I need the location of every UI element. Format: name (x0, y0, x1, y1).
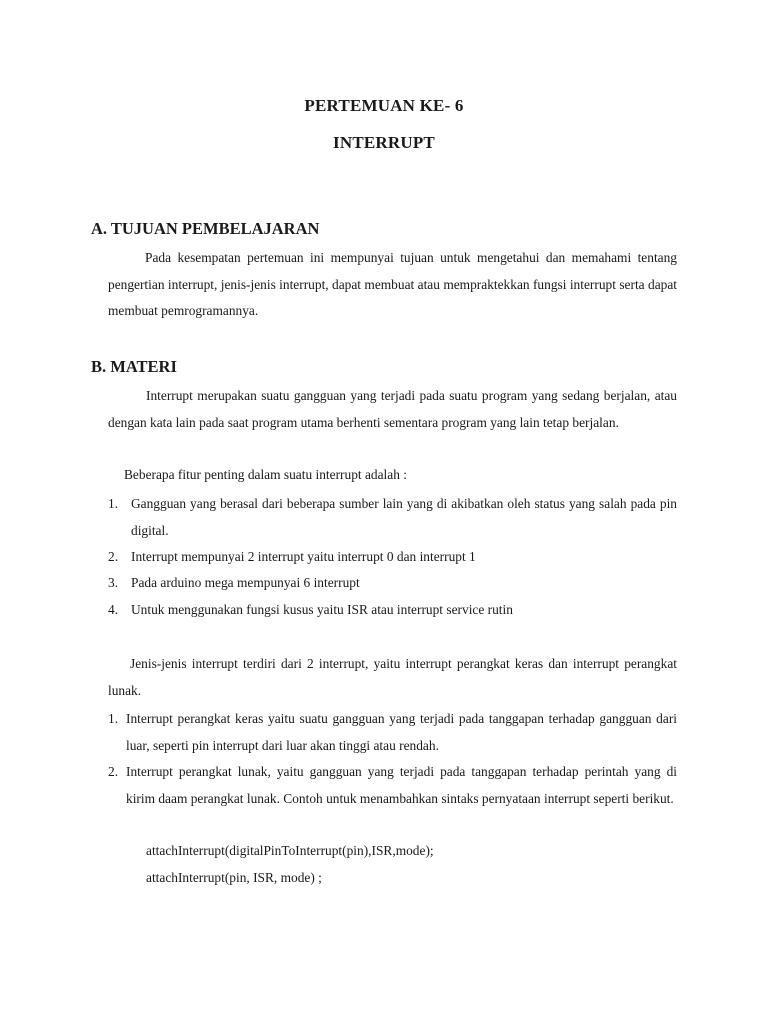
list-item (108, 706, 677, 759)
list-item-text: Interrupt perangkat keras yaitu suatu gangguan yang terjadi pada tanggapan terhadap gangguan dari luar, seperti pin interrupt dari luar akan tinggi atau rendah. (126, 711, 677, 753)
code-line: attachInterrupt(pin, ISR, mode) ; (146, 870, 322, 885)
list-item (108, 597, 677, 624)
list-item-text: Untuk menggunakan fungsi kusus yaitu ISR atau interrupt service rutin (131, 602, 513, 617)
list-item (108, 491, 677, 544)
list-item-number: 1. (108, 496, 119, 511)
list-item-text: Interrupt perangkat lunak, yaitu gangguan yang terjadi pada tanggapan terhadap perintah yang di kirim daam perangkat lunak. Contoh untuk menambahkan sintaks pernyataan interrupt seperti berikut. (126, 764, 677, 806)
list-item-text: Pada arduino mega mempunyai 6 interrupt (131, 575, 360, 590)
section-b-heading: B. MATERI (91, 357, 177, 376)
list-item-text: Gangguan yang berasal dari beberapa sumber lain yang di akibatkan oleh status yang salah pada pin digital. (131, 496, 677, 538)
page-title: PERTEMUAN KE- 6 (304, 96, 464, 115)
list-item-number: 1. (108, 711, 119, 726)
section-a-heading: A. TUJUAN PEMBELAJARAN (91, 219, 320, 238)
section-b-paragraph-2: Jenis-jenis interrupt terdiri dari 2 interrupt, yaitu interrupt perangkat keras dan interrupt perangkat lunak. (108, 656, 677, 698)
section-b-paragraph-1: Interrupt merupakan suatu gangguan yang terjadi pada suatu program yang sedang berjalan, atau dengan kata lain pada saat program utama berhenti sementara program yang lain tetap berjalan. (108, 388, 677, 430)
section-a-paragraph: Pada kesempatan pertemuan ini mempunyai tujuan untuk mengetahui dan memahami tentang pengertian interrupt, jenis-jenis interrupt, dapat membuat atau mempraktekkan fungsi interrupt serta dapat membuat pemrogramannya. (108, 250, 677, 318)
code-line: attachInterrupt(digitalPinToInterrupt(pin),ISR,mode); (146, 843, 434, 858)
list-item-number: 3. (108, 575, 119, 590)
list-item (108, 759, 677, 812)
list-item (108, 570, 677, 597)
page-subtitle: INTERRUPT (333, 133, 435, 152)
list-item (108, 544, 677, 571)
list-item-text: Interrupt mempunyai 2 interrupt yaitu interrupt 0 dan interrupt 1 (131, 549, 476, 564)
list-item-number: 4. (108, 602, 119, 617)
list-item-number: 2. (108, 764, 119, 779)
list-item-number: 2. (108, 549, 119, 564)
features-intro: Beberapa fitur penting dalam suatu interrupt adalah : (124, 467, 407, 482)
